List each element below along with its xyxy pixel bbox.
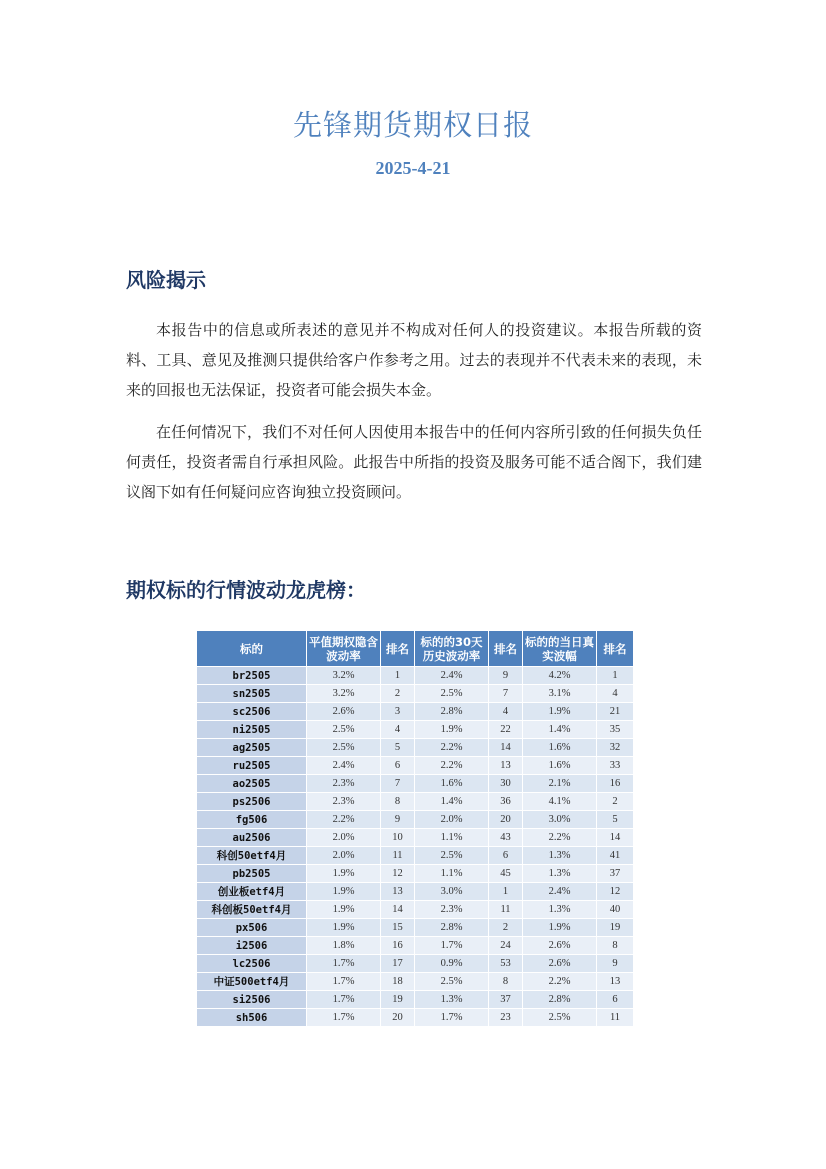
risk-paragraph-2: 在任何情况下，我们不对任何人因使用本报告中的任何内容所引致的任何损失负任何责任，投资者需自行承担风险。此报告中所指的投资及服务可能不适合阁下，我们建议阁下如有任何疑问应咨询独立投资顾问。 [126, 423, 702, 501]
col-header-true-range: 标的的当日真实波幅 [523, 631, 597, 667]
cell-implied-vol: 2.0% [307, 847, 381, 865]
cell-rank-3: 6 [597, 991, 634, 1009]
cell-rank-3: 1 [597, 667, 634, 685]
cell-implied-vol: 1.7% [307, 973, 381, 991]
cell-true-range: 4.1% [523, 793, 597, 811]
cell-rank-3: 19 [597, 919, 634, 937]
cell-true-range: 1.3% [523, 901, 597, 919]
table-row [197, 865, 634, 883]
col-header-implied-vol: 平值期权隐含波动率 [307, 631, 381, 667]
cell-implied-vol: 2.4% [307, 757, 381, 775]
cell-underlying: pb2505 [197, 865, 307, 883]
cell-implied-vol: 1.9% [307, 919, 381, 937]
cell-true-range: 1.9% [523, 703, 597, 721]
cell-true-range: 1.6% [523, 757, 597, 775]
col-header-rank-3: 排名 [597, 631, 634, 667]
cell-underlying: br2505 [197, 667, 307, 685]
cell-historical-vol: 1.9% [415, 721, 489, 739]
cell-underlying: au2506 [197, 829, 307, 847]
table-row [197, 937, 634, 955]
cell-rank-3: 5 [597, 811, 634, 829]
cell-rank-1: 12 [381, 865, 415, 883]
report-title: 先锋期货期权日报 [292, 108, 533, 142]
cell-underlying: 创业板etf4月 [197, 883, 307, 901]
cell-rank-1: 7 [381, 775, 415, 793]
cell-rank-2: 11 [489, 901, 523, 919]
cell-underlying: sh506 [197, 1009, 307, 1027]
cell-true-range: 2.8% [523, 991, 597, 1009]
cell-underlying: lc2506 [197, 955, 307, 973]
cell-implied-vol: 2.5% [307, 721, 381, 739]
table-row [197, 919, 634, 937]
cell-underlying: sn2505 [197, 685, 307, 703]
cell-true-range: 2.5% [523, 1009, 597, 1027]
cell-underlying: 科创板50etf4月 [197, 901, 307, 919]
cell-historical-vol: 2.0% [415, 811, 489, 829]
table-row [197, 847, 634, 865]
cell-implied-vol: 2.3% [307, 775, 381, 793]
cell-true-range: 2.2% [523, 829, 597, 847]
table-row [197, 811, 634, 829]
cell-rank-2: 53 [489, 955, 523, 973]
cell-historical-vol: 2.5% [415, 685, 489, 703]
cell-rank-3: 35 [597, 721, 634, 739]
volatility-ranking-table [196, 630, 634, 1027]
cell-rank-1: 13 [381, 883, 415, 901]
ranking-heading: 期权标的行情波动龙虎榜： [126, 578, 366, 602]
cell-rank-1: 2 [381, 685, 415, 703]
cell-rank-2: 24 [489, 937, 523, 955]
cell-true-range: 2.6% [523, 937, 597, 955]
cell-underlying: px506 [197, 919, 307, 937]
cell-rank-1: 10 [381, 829, 415, 847]
cell-rank-2: 20 [489, 811, 523, 829]
cell-rank-3: 8 [597, 937, 634, 955]
cell-underlying: 科创50etf4月 [197, 847, 307, 865]
cell-rank-2: 4 [489, 703, 523, 721]
cell-implied-vol: 3.2% [307, 667, 381, 685]
table-row [197, 739, 634, 757]
cell-rank-2: 13 [489, 757, 523, 775]
cell-historical-vol: 1.3% [415, 991, 489, 1009]
cell-historical-vol: 2.2% [415, 757, 489, 775]
cell-rank-1: 11 [381, 847, 415, 865]
cell-true-range: 3.0% [523, 811, 597, 829]
cell-historical-vol: 1.1% [415, 829, 489, 847]
cell-true-range: 1.4% [523, 721, 597, 739]
cell-historical-vol: 1.7% [415, 1009, 489, 1027]
cell-rank-2: 30 [489, 775, 523, 793]
cell-historical-vol: 2.8% [415, 919, 489, 937]
cell-implied-vol: 2.6% [307, 703, 381, 721]
table-row [197, 667, 634, 685]
cell-implied-vol: 2.3% [307, 793, 381, 811]
cell-rank-3: 14 [597, 829, 634, 847]
table-header-row [197, 631, 634, 667]
cell-underlying: i2506 [197, 937, 307, 955]
cell-rank-3: 21 [597, 703, 634, 721]
cell-historical-vol: 2.8% [415, 703, 489, 721]
cell-underlying: si2506 [197, 991, 307, 1009]
table-body [197, 667, 634, 1027]
cell-implied-vol: 1.9% [307, 901, 381, 919]
cell-implied-vol: 1.7% [307, 955, 381, 973]
table-row [197, 721, 634, 739]
cell-historical-vol: 1.4% [415, 793, 489, 811]
cell-implied-vol: 1.9% [307, 883, 381, 901]
cell-rank-1: 6 [381, 757, 415, 775]
cell-implied-vol: 2.5% [307, 739, 381, 757]
cell-historical-vol: 2.4% [415, 667, 489, 685]
cell-rank-2: 1 [489, 883, 523, 901]
cell-historical-vol: 3.0% [415, 883, 489, 901]
cell-rank-3: 11 [597, 1009, 634, 1027]
table-row [197, 793, 634, 811]
cell-rank-1: 9 [381, 811, 415, 829]
cell-rank-2: 6 [489, 847, 523, 865]
cell-true-range: 4.2% [523, 667, 597, 685]
cell-underlying: 中证500etf4月 [197, 973, 307, 991]
cell-true-range: 2.4% [523, 883, 597, 901]
cell-underlying: ao2505 [197, 775, 307, 793]
cell-rank-1: 17 [381, 955, 415, 973]
cell-historical-vol: 2.5% [415, 973, 489, 991]
cell-underlying: ag2505 [197, 739, 307, 757]
cell-implied-vol: 1.8% [307, 937, 381, 955]
cell-historical-vol: 1.6% [415, 775, 489, 793]
cell-historical-vol: 0.9% [415, 955, 489, 973]
cell-underlying: fg506 [197, 811, 307, 829]
cell-rank-3: 33 [597, 757, 634, 775]
cell-true-range: 3.1% [523, 685, 597, 703]
cell-rank-2: 2 [489, 919, 523, 937]
col-header-underlying: 标的 [197, 631, 307, 667]
table-row [197, 901, 634, 919]
cell-underlying: ru2505 [197, 757, 307, 775]
cell-rank-2: 9 [489, 667, 523, 685]
table-row [197, 703, 634, 721]
table-row [197, 883, 634, 901]
cell-rank-3: 2 [597, 793, 634, 811]
cell-rank-1: 5 [381, 739, 415, 757]
col-header-rank-2: 排名 [489, 631, 523, 667]
cell-rank-2: 22 [489, 721, 523, 739]
cell-rank-1: 19 [381, 991, 415, 1009]
cell-rank-2: 45 [489, 865, 523, 883]
cell-historical-vol: 2.3% [415, 901, 489, 919]
cell-true-range: 2.6% [523, 955, 597, 973]
cell-true-range: 1.3% [523, 865, 597, 883]
cell-implied-vol: 3.2% [307, 685, 381, 703]
table-row [197, 685, 634, 703]
cell-rank-1: 15 [381, 919, 415, 937]
cell-rank-3: 4 [597, 685, 634, 703]
col-header-historical-vol: 标的的30天历史波动率 [415, 631, 489, 667]
cell-rank-2: 23 [489, 1009, 523, 1027]
cell-underlying: ni2505 [197, 721, 307, 739]
cell-rank-2: 14 [489, 739, 523, 757]
cell-rank-1: 3 [381, 703, 415, 721]
cell-true-range: 2.1% [523, 775, 597, 793]
table-row [197, 757, 634, 775]
cell-rank-1: 20 [381, 1009, 415, 1027]
cell-rank-1: 16 [381, 937, 415, 955]
cell-rank-1: 14 [381, 901, 415, 919]
cell-historical-vol: 2.5% [415, 847, 489, 865]
cell-rank-2: 8 [489, 973, 523, 991]
cell-rank-1: 1 [381, 667, 415, 685]
table-row [197, 991, 634, 1009]
cell-true-range: 1.3% [523, 847, 597, 865]
report-date: 2025-4-21 [375, 158, 451, 178]
cell-historical-vol: 2.2% [415, 739, 489, 757]
cell-true-range: 2.2% [523, 973, 597, 991]
cell-rank-3: 37 [597, 865, 634, 883]
table-row [197, 775, 634, 793]
cell-rank-2: 36 [489, 793, 523, 811]
cell-implied-vol: 1.7% [307, 991, 381, 1009]
cell-rank-2: 37 [489, 991, 523, 1009]
risk-heading: 风险揭示 [126, 268, 206, 292]
risk-paragraph-1: 本报告中的信息或所表述的意见并不构成对任何人的投资建议。本报告所载的资料、工具、意见及推测只提供给客户作参考之用。过去的表现并不代表未来的表现，未来的回报也无法保证，投资者可能会损失本金。 [126, 321, 702, 399]
cell-implied-vol: 2.2% [307, 811, 381, 829]
cell-true-range: 1.6% [523, 739, 597, 757]
cell-underlying: sc2506 [197, 703, 307, 721]
cell-rank-3: 13 [597, 973, 634, 991]
cell-implied-vol: 1.7% [307, 1009, 381, 1027]
cell-historical-vol: 1.1% [415, 865, 489, 883]
cell-rank-1: 8 [381, 793, 415, 811]
table-row [197, 973, 634, 991]
cell-rank-3: 16 [597, 775, 634, 793]
table-row [197, 829, 634, 847]
table-row [197, 955, 634, 973]
cell-rank-1: 4 [381, 721, 415, 739]
cell-rank-3: 40 [597, 901, 634, 919]
cell-rank-1: 18 [381, 973, 415, 991]
cell-rank-3: 41 [597, 847, 634, 865]
cell-rank-2: 7 [489, 685, 523, 703]
cell-implied-vol: 1.9% [307, 865, 381, 883]
cell-historical-vol: 1.7% [415, 937, 489, 955]
cell-rank-3: 12 [597, 883, 634, 901]
col-header-rank-1: 排名 [381, 631, 415, 667]
cell-rank-3: 32 [597, 739, 634, 757]
table-row [197, 1009, 634, 1027]
cell-true-range: 1.9% [523, 919, 597, 937]
cell-rank-3: 9 [597, 955, 634, 973]
cell-underlying: ps2506 [197, 793, 307, 811]
cell-implied-vol: 2.0% [307, 829, 381, 847]
cell-rank-2: 43 [489, 829, 523, 847]
